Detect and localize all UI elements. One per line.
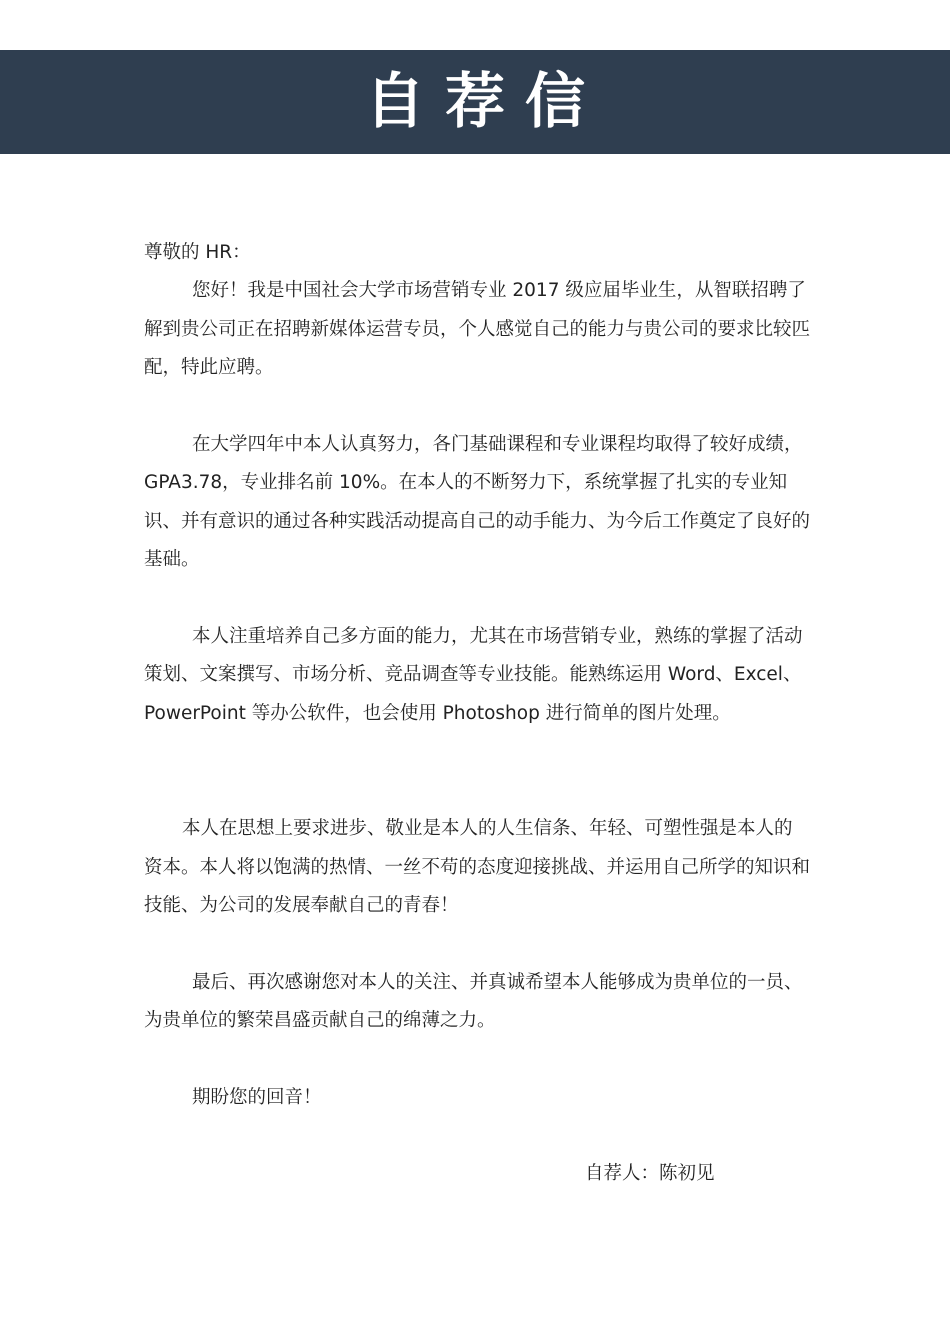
greeting: 尊敬的 HR： [144, 242, 251, 263]
spacer [144, 580, 810, 618]
paragraph-thanks: 最后、再次感谢您对本人的关注、并真诚希望本人能够成为贵单位的一员、为贵单位的繁荣昌盛贡献自己的绵薄之力。 [144, 971, 803, 1032]
paragraph-intro: 您好！我是中国社会大学市场营销专业 2017 级应届毕业生，从智联招聘了解到贵公司正在招聘新媒体运营专员，个人感觉自己的能力与贵公司的要求比较匹配，特此应聘。 [144, 280, 811, 379]
paragraph-skills: 本人注重培养自己多方面的能力，尤其在市场营销专业，熟练的掌握了活动策划、文案撰写、市场分析、竞品调查等专业技能。能熟练运用 Word、Excel、PowerPoint 等办公软件，也会使用 Photoshop 进行简单的图片处理。 [144, 626, 803, 724]
paragraph-closing: 期盼您的回音！ [192, 1086, 322, 1108]
letter-body [144, 234, 810, 1117]
spacer [144, 388, 810, 426]
spacer [144, 1041, 810, 1079]
document-title: 自荐信 [365, 67, 605, 137]
signature: 自荐人：陈初见 [585, 1163, 715, 1184]
paragraph-attitude: 本人在思想上要求进步、敬业是本人的人生信条、年轻、可塑性强是本人的资本。本人将以饱满的热情、一丝不苟的态度迎接挑战、并运用自己所学的知识和技能、为公司的发展奉献自己的青春！ [144, 818, 811, 916]
spacer [144, 772, 810, 810]
spacer [144, 733, 810, 771]
title-banner [0, 50, 950, 154]
paragraph-academics: 在大学四年中本人认真努力，各门基础课程和专业课程均取得了较好成绩，GPA3.78，专业排名前 10%。在本人的不断努力下，系统掌握了扎实的专业知识、并有意识的通过各种实践活动提高自己的动手能力、为今后工作奠定了良好的基础。 [144, 434, 811, 571]
spacer [144, 925, 810, 963]
